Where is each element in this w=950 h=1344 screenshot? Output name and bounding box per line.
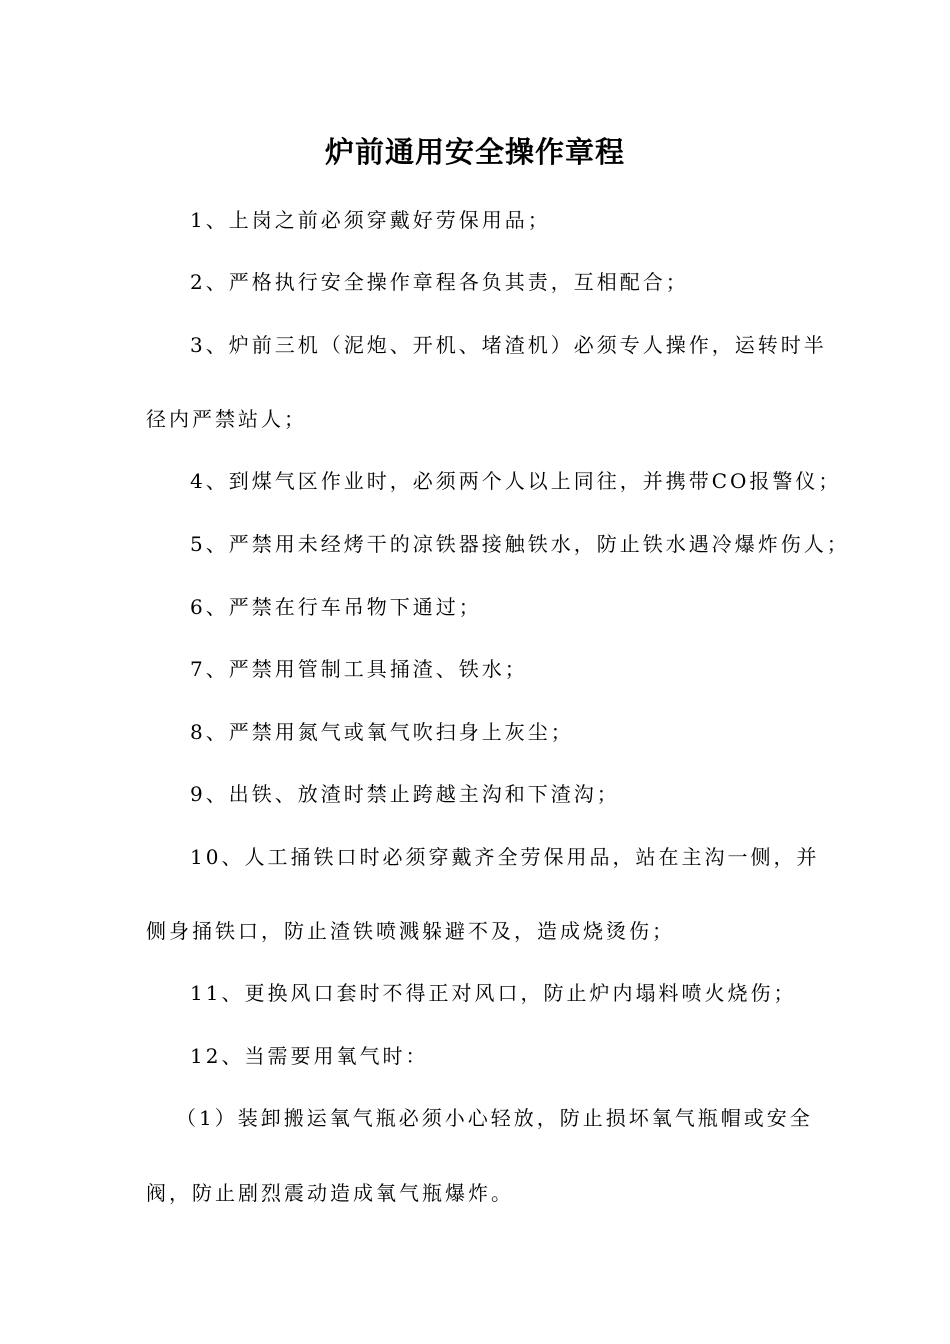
rule-12: 12、当需要用氧气时： — [190, 1044, 429, 1068]
rule-12-sub-1: （1）装卸搬运氧气瓶必须小心轻放，防止损坏氧气瓶帽或安全 — [176, 1106, 813, 1130]
rule-7: 7、严禁用管制工具捅渣、铁水； — [190, 657, 528, 681]
rule-10: 10、人工捅铁口时必须穿戴齐全劳保用品，站在主沟一侧，并 — [190, 845, 820, 869]
rule-6: 6、严禁在行车吊物下通过； — [190, 595, 482, 619]
rule-10-continued: 侧身捅铁口，防止渣铁喷溅躲避不及，造成烧烫伤； — [146, 919, 675, 943]
rule-5: 5、严禁用未经烤干的凉铁器接触铁水，防止铁水遇冷爆炸伤人； — [190, 532, 850, 556]
rule-1: 1、上岗之前必须穿戴好劳保用品； — [190, 208, 551, 232]
rule-8: 8、严禁用氮气或氧气吹扫身上灰尘； — [190, 720, 574, 744]
rule-2: 2、严格执行安全操作章程各负其责，互相配合； — [190, 270, 689, 294]
rule-3-continued: 径内严禁站人； — [146, 407, 307, 431]
rule-11: 11、更换风口套时不得正对风口，防止炉内塌料喷火烧伤； — [190, 981, 797, 1005]
rule-4: 4、到煤气区作业时，必须两个人以上同往，并携带CO报警仪； — [190, 469, 842, 493]
page-title: 炉前通用安全操作章程 — [324, 135, 625, 169]
rule-3: 3、炉前三机（泥炮、开机、堵渣机）必须专人操作，运转时半 — [190, 333, 827, 357]
rule-9: 9、出铁、放渣时禁止跨越主沟和下渣沟； — [190, 782, 620, 806]
rule-12-sub-1-continued: 阀，防止剧烈震动造成氧气瓶爆炸。 — [146, 1181, 514, 1205]
